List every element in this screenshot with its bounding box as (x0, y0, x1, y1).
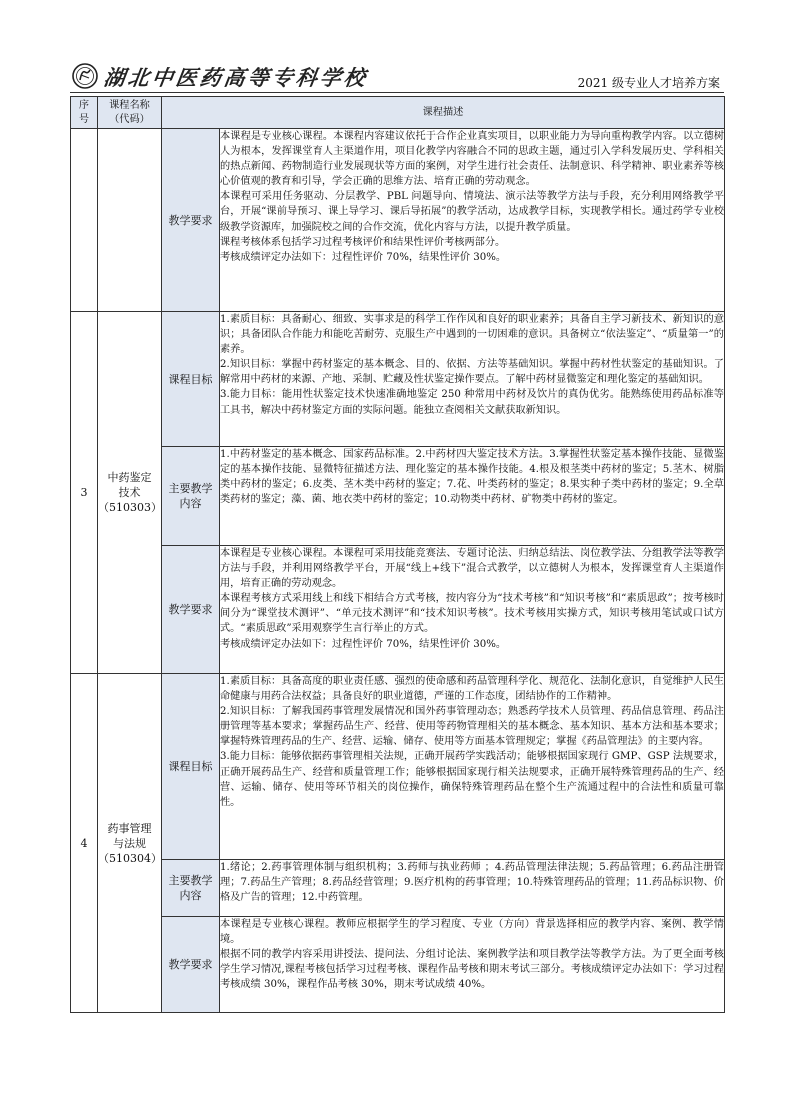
course-table (70, 96, 725, 1013)
document-title: 2021 级专业人才培养方案 (577, 76, 720, 90)
school-logo-text: 湖北中医药高等专科学校 (102, 65, 370, 90)
main-content-label: 主要教学 内容 (162, 447, 220, 546)
teaching-requirements-text: 本课程是专业核心课程。本课程可采用技能竞赛法、专题讨论法、归纳总结法、岗位教学法、分组教学法等教学方法与手段，并利用网络教学平台，开展“线上+线下”混合式教学，以立德树人为根本，发挥课堂育人主渠道作用，培育正确的劳动观念。 本课程考核方式采用线上和线下相结合方式考核，按内容分为“技术考核”和“知识考核”和“素质思政”；按考核时间分为“课堂技术测评”、“单元技术测评”和“技术知识考核”。技术考核用实操方式，知识考核用笔试或口试方式。“素质思政”采用观察学生言行举止的方式。 考核成绩评定办法如下：过程性评价 70%，结果性评价 30%。 (220, 546, 725, 674)
course-goals-text: 1.素质目标：具备耐心、细致、实事求是的科学工作作风和良好的职业素养；具备自主学习新技术、新知识的意识；具备团队合作能力和能吃苦耐劳、克服生产中遇到的一切困难的意识。具备树立“依法鉴定”、“质量第一”的素养。 2.知识目标：掌握中药材鉴定的基本概念、目的、依据、方法等基础知识。掌握中药材性状鉴定的基础知识。了解常用中药材的来源、产地、采制、贮藏及性状鉴定操作要点。了解中药材显微鉴定和理化鉴定的基础知识。 3.能力目标：能用性状鉴定技术快速准确地鉴定 250 种常用中药材及饮片的真伪优劣。能熟练使用药品标准等工具书，解决中药材鉴定方面的实际问题。能独立查阅相关文献获取新知识。 (220, 312, 725, 447)
school-seal-icon (72, 63, 98, 89)
header-divider (70, 92, 724, 93)
course-goals-label: 课程目标 (162, 312, 220, 447)
main-content-label: 主要教学 内容 (162, 860, 220, 917)
col-header-seq: 序 号 (71, 97, 98, 129)
table-row (71, 917, 725, 1013)
table-row (71, 860, 725, 917)
table-row (71, 674, 725, 860)
teaching-requirements-text: 本课程是专业核心课程。本课程内容建议依托于合作企业真实项目，以职业能力为导向重构教学内容。以立德树人为根本，发挥课堂育人主渠道作用，项目化教学内容融合不同的思政主题，通过引入学科发展历史、学科相关的热点新闻、药物制造行业发展现状等方面的案例，对学生进行社会责任、法制意识、科学精神、职业素养等核心价值观的教育和引导，学会正确的思维方法、培育正确的劳动观念。 本课程可采用任务驱动、分层教学、PBL 问题导向、情境法、演示法等教学方法与手段，充分利用网络教学平台，开展“课前导预习、课上导学习、课后导拓展”的教学活动，达成教学目标，实现教学相长。通过药学专业校级教学资源库，加强院校之间的合作交流，优化内容与方法，以提升教学质量。 课程考核体系包括学习过程考核评价和结果性评价考核两部分。 考核成绩评定办法如下：过程性评价 70%，结果性评价 30%。 (220, 129, 725, 312)
main-content-text: 1.中药材鉴定的基本概念、国家药品标准。2.中药材四大鉴定技术方法。3.掌握性状鉴定基本操作技能、显微鉴定的基本操作技能、显微特征描述方法、理化鉴定的基本操作技能。4.根及根茎类中药材的鉴定；5.茎木、树脂类中药材的鉴定；6.皮类、茎木类中药材的鉴定；7.花、叶类药材的鉴定；8.果实种子类中药材的鉴定；9.全草类药材的鉴定；藻、菌、地衣类中药材的鉴定；10.动物类中药材、矿物类中药材的鉴定。 (220, 447, 725, 546)
table-row (71, 447, 725, 546)
course-name: 中药鉴定 技术 （510303） (98, 312, 162, 674)
col-header-description: 课程描述 (162, 97, 725, 129)
main-content-text: 1.绪论；2.药事管理体制与组织机构；3.药师与执业药师 ；4.药品管理法律法规；5.药品管理；6.药品注册管理；7.药品生产管理；8.药品经营管理；9.医疗机构的药事管理；10.特殊管理药品的管理；11.药品标识物、价格及广告的管理；12.中药管理。 (220, 860, 725, 917)
table-row (71, 129, 725, 312)
page-header (70, 60, 724, 94)
table-header-row (71, 97, 725, 129)
teaching-requirements-label: 教学要求 (162, 129, 220, 312)
row-number-cell (71, 129, 98, 312)
row-number: 3 (71, 312, 98, 674)
course-name-cell (98, 129, 162, 312)
teaching-requirements-label: 教学要求 (162, 917, 220, 1013)
course-goals-text: 1.素质目标：具备高度的职业责任感、强烈的使命感和药品管理科学化、规范化、法制化意识，自觉维护人民生命健康与用药合法权益；具备良好的职业道德，严谨的工作态度，团结协作的工作精神。 2.知识目标：了解我国药事管理发展情况和国外药事管理动态；熟悉药学技术人员管理、药品信息管理、药品注册管理等基本要求；掌握药品生产、经营、使用等药物管理相关的基本概念、基本知识、基本方法和基本要求；掌握特殊管理药品的生产、经营、运输、储存、使用等方面基本管理规定；掌握《药品管理法》的主要内容。 3.能力目标：能够依据药事管理相关法规，正确开展药学实践活动；能够根据国家现行 GMP、GSP 法规要求，正确开展药品生产、经营和质量管理工作；能够根据国家现行相关法规要求，正确开展特殊管理药品的生产、经营、运输、储存、使用等环节相关的岗位操作，确保特殊管理药品在整个生产流通过程中的合法性和质量可靠性。 (220, 674, 725, 860)
course-goals-label: 课程目标 (162, 674, 220, 860)
teaching-requirements-label: 教学要求 (162, 546, 220, 674)
course-name: 药事管理 与法规 （510304） (98, 674, 162, 1013)
col-header-course-name: 课程名称 （代码） (98, 97, 162, 129)
table-row (71, 312, 725, 447)
row-number: 4 (71, 674, 98, 1013)
teaching-requirements-text: 本课程是专业核心课程。教师应根据学生的学习程度、专业（方向）背景选择相应的教学内容、案例、教学情境。 根据不同的教学内容采用讲授法、提问法、分组讨论法、案例教学法和项目教学法等教学方法。为了更全面考核学生学习情况,课程考核包括学习过程考核、课程作品考核和期末考试三部分。考核成绩评定办法如下：学习过程考核成绩 30%，课程作品考核 30%，期末考试成绩 40%。 (220, 917, 725, 1013)
table-row (71, 546, 725, 674)
